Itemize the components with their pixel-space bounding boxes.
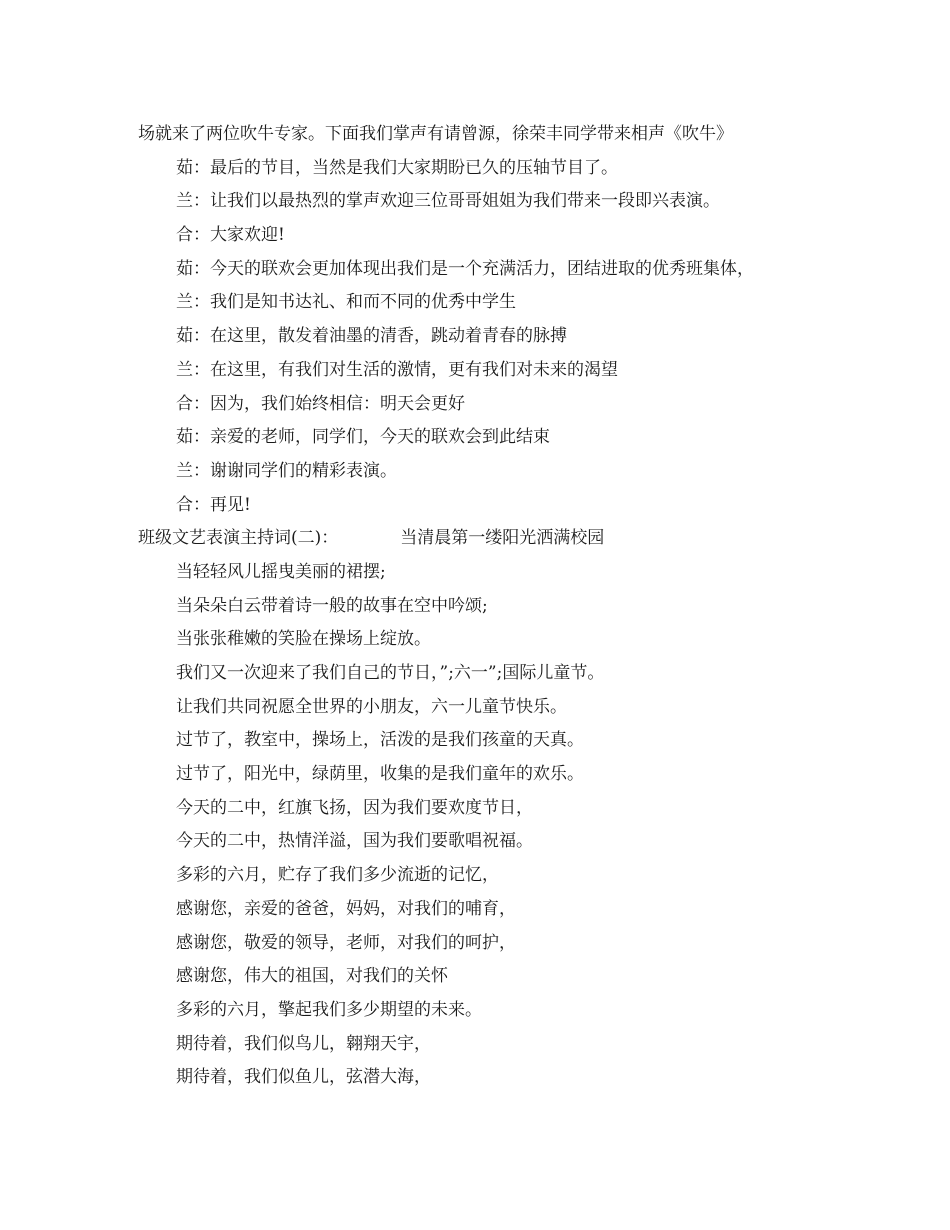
dialogue-line: 合：再见! bbox=[176, 494, 251, 515]
document-body bbox=[138, 118, 838, 1095]
continuation-line: 场就来了两位吹牛专家。下面我们掌声有请曾源，徐荣丰同学带来相声《吹牛》 bbox=[138, 124, 733, 144]
poem-line: 多彩的六月，贮存了我们多少流逝的记忆， bbox=[176, 865, 499, 886]
dialogue-line: 合：因为，我们始终相信：明天会更好 bbox=[176, 393, 465, 414]
poem-line: 当朵朵白云带着诗一般的故事在空中吟颂; bbox=[176, 595, 488, 616]
poem-line: 今天的二中，红旗飞扬，因为我们要欢度节日， bbox=[176, 797, 533, 818]
poem-line: 感谢您，敬爱的领导，老师，对我们的呵护， bbox=[176, 932, 516, 953]
poem-line: 感谢您，亲爱的爸爸，妈妈，对我们的哺育， bbox=[176, 898, 516, 919]
poem-line: 让我们共同祝愿全世界的小朋友，六一儿童节快乐。 bbox=[176, 696, 567, 717]
poem-line: 过节了，教室中，操场上，活泼的是我们孩童的天真。 bbox=[176, 730, 584, 751]
dialogue-line: 茹：在这里，散发着油墨的清香，跳动着青春的脉搏 bbox=[176, 326, 567, 347]
section-heading: 班级文艺表演主持词(二)： bbox=[138, 528, 339, 549]
dialogue-line: 合：大家欢迎! bbox=[176, 225, 285, 246]
dialogue-line: 兰：让我们以最热烈的掌声欢迎三位哥哥姐姐为我们带来一段即兴表演。 bbox=[176, 191, 720, 212]
poem-line: 感谢您，伟大的祖国，对我们的关怀 bbox=[176, 966, 448, 987]
poem-line: 今天的二中，热情洋溢，国为我们要歌唱祝福。 bbox=[176, 831, 533, 852]
heading-gap bbox=[338, 522, 400, 556]
dialogue-line: 兰：在这里，有我们对生活的激情，更有我们对未来的渴望 bbox=[176, 359, 618, 380]
dialogue-line: 兰：我们是知书达礼、和而不同的优秀中学生 bbox=[176, 292, 516, 313]
poem-line: 期待着，我们似鸟儿，翱翔天宇， bbox=[176, 1033, 431, 1054]
dialogue-line: 茹：今天的联欢会更加体现出我们是一个充满活力，团结进取的优秀班集体， bbox=[176, 258, 754, 279]
section-first-line: 当清晨第一缕阳光洒满校园 bbox=[400, 528, 605, 549]
poem-line: 多彩的六月，擎起我们多少期望的未来。 bbox=[176, 999, 482, 1020]
poem-line: 我们又一次迎来了我们自己的节日，”;六一”;国际儿童节。 bbox=[176, 663, 605, 683]
dialogue-line: 茹：亲爱的老师，同学们，今天的联欢会到此结束 bbox=[176, 427, 550, 448]
poem-line: 期待着，我们似鱼儿，弦潜大海， bbox=[176, 1067, 431, 1088]
dialogue-line: 兰：谢谢同学们的精彩表演。 bbox=[176, 460, 397, 481]
dialogue-line: 茹：最后的节目，当然是我们大家期盼已久的压轴节目了。 bbox=[176, 157, 618, 178]
poem-line: 过节了，阳光中，绿荫里，收集的是我们童年的欢乐。 bbox=[176, 764, 584, 785]
poem-line: 当张张稚嫩的笑脸在操场上绽放。 bbox=[176, 629, 431, 650]
poem-line: 当轻轻风儿摇曳美丽的裙摆; bbox=[176, 561, 386, 582]
section-heading-row bbox=[138, 522, 838, 556]
